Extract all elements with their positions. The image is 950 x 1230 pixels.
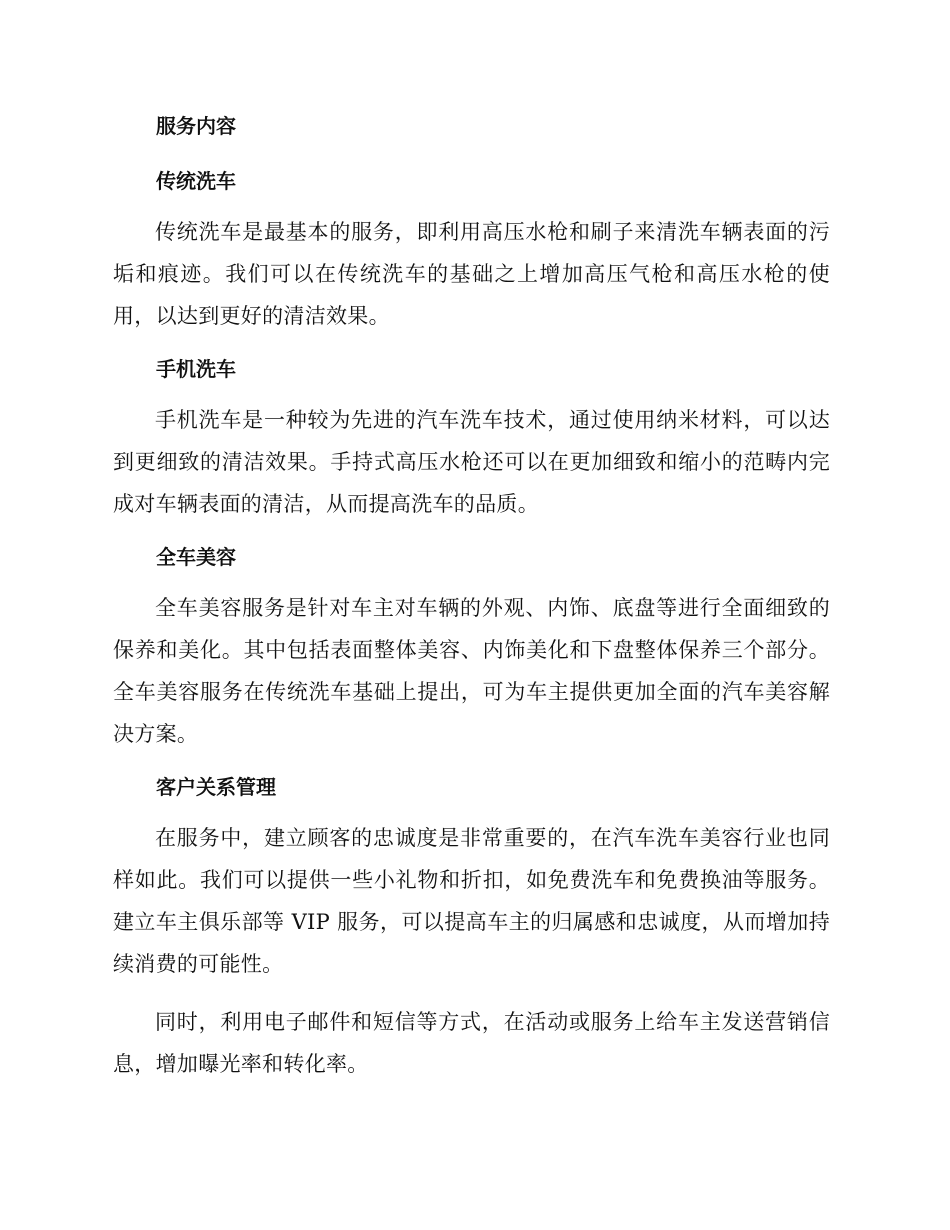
heading-full-car-beauty: 全车美容 bbox=[156, 545, 236, 569]
heading-handheld-wash: 手机洗车 bbox=[156, 357, 236, 381]
paragraph-handheld-wash: 手机洗车是一种较为先进的汽车洗车技术，通过使用纳米材料，可以达到更细致的清洁效果。手持式高压水枪还可以在更加细致和缩小的范畴内完成对车辆表面的清洁，从而提高洗车的品质。 bbox=[113, 408, 830, 516]
paragraph-traditional-wash: 传统洗车是最基本的服务，即利用高压水枪和刷子来清洗车辆表面的污垢和痕迹。我们可以在传统洗车的基础之上增加高压气枪和高压水枪的使用，以达到更好的清洁效果。 bbox=[113, 220, 830, 328]
paragraph-full-car-beauty: 全车美容服务是针对车主对车辆的外观、内饰、底盘等进行全面细致的保养和美化。其中包括表面整体美容、内饰美化和下盘整体保养三个部分。全车美容服务在传统洗车基础上提出，可为车主提供更加全面的汽车美容解决方案。 bbox=[113, 596, 830, 746]
document-body bbox=[113, 108, 830, 1085]
paragraph-marketing-messages: 同时，利用电子邮件和短信等方式，在活动或服务上给车主发送营销信息，增加曝光率和转化率。 bbox=[113, 1010, 830, 1076]
heading-customer-relations: 客户关系管理 bbox=[156, 775, 276, 799]
section-title: 服务内容 bbox=[156, 114, 236, 138]
heading-traditional-wash: 传统洗车 bbox=[156, 169, 236, 193]
paragraph-customer-loyalty: 在服务中，建立顾客的忠诚度是非常重要的，在汽车洗车美容行业也同样如此。我们可以提供一些小礼物和折扣，如免费洗车和免费换油等服务。建立车主俱乐部等 VIP 服务，可以提高车主的归属感和忠诚度，从而增加持续消费的可能性。 bbox=[113, 826, 830, 976]
